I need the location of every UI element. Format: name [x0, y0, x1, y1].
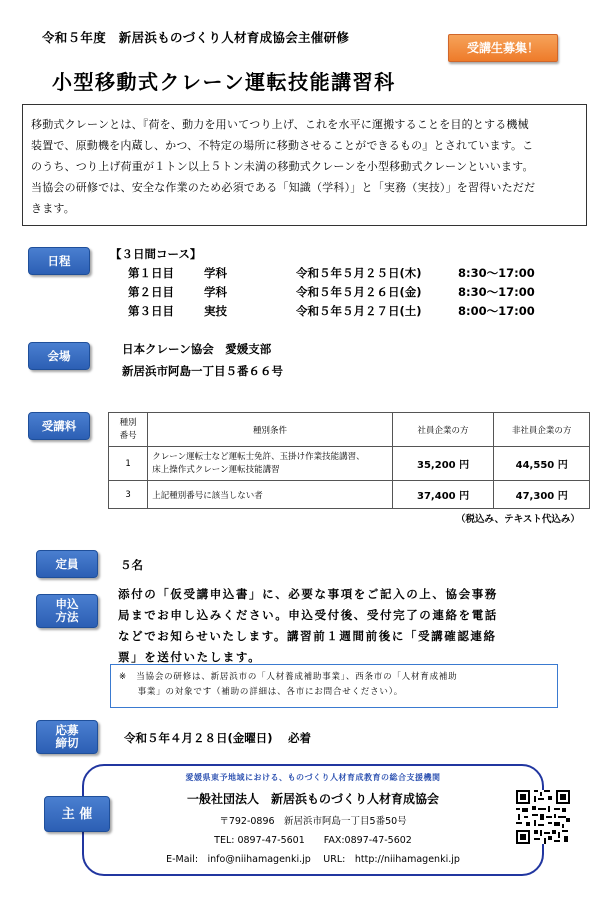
fee-row-condition	[148, 447, 393, 481]
application-label-line1: 申込	[55, 597, 79, 611]
subsidy-note	[110, 664, 558, 708]
schedule-date: 令和５年５月２５日(木)	[296, 266, 422, 280]
subsidy-note-line: ※ 当協会の研修は、新居浜市の「人材養成補助事業」、西条市の「人材育成補助	[119, 672, 458, 682]
fee-row-no: 1	[109, 447, 148, 481]
fee-row-member: 35,200 円	[392, 447, 494, 481]
capacity-value: ５名	[120, 558, 143, 572]
intro-line: 移動式クレーンとは、『荷を、動力を用いてつり上げ、これを水平に運搬することを目的とする機械	[31, 118, 529, 131]
intro-line: きます。	[31, 202, 75, 215]
fee-header-member: 社員企業の方	[392, 413, 494, 447]
venue-label: 会場	[28, 342, 90, 370]
schedule-type: 学科	[204, 285, 227, 299]
organizer-address: 〒792-0896 新居浜市阿島一丁目5番50号	[219, 816, 407, 827]
intro-line: 当協会の研修では、安全な作業のため必須である「知識（学科）」と「実務（実技）」を習得いただだ	[31, 181, 536, 194]
application-label	[36, 594, 98, 628]
venue-address: 新居浜市阿島一丁目５番６６号	[122, 364, 283, 378]
deadline-value: 令和５年４月２８日(金曜日) 必着	[124, 731, 312, 745]
table-row	[109, 481, 590, 509]
page-title: 小型移動式クレーン運転技能講習科	[52, 70, 396, 94]
fee-header-row	[109, 413, 590, 447]
application-line: 局までお申し込みください。申込受付後、受付完了の連絡を電話	[118, 608, 498, 622]
recruit-badge: 受講生募集！	[448, 34, 558, 62]
schedule-type: 実技	[204, 304, 227, 318]
fee-header-nonmember: 非社員企業の方	[494, 413, 590, 447]
schedule-day: 第１日目	[128, 266, 174, 280]
schedule-day: 第２日目	[128, 285, 174, 299]
schedule-time: 8:30〜17:00	[458, 266, 535, 280]
application-text	[118, 584, 498, 668]
fee-header-condition: 種別条件	[148, 413, 393, 447]
deadline-label	[36, 720, 98, 754]
application-line: 票」を送付いたします。	[118, 650, 262, 664]
application-line: などでお知らせいたします。講習前１週間前後に「受講確認連絡	[118, 629, 497, 643]
qr-code-icon	[516, 790, 570, 844]
fee-table	[108, 412, 590, 509]
intro-line: のうち、つり上げ荷重が１トン以上５トン未満の移動式クレーンを小型移動式クレーンといいます。	[31, 160, 534, 173]
organizer-slogan: 愛媛県東予地域における、ものづくり人材育成教育の総合支援機関	[185, 773, 441, 782]
intro-line: 装置で、原動機を内蔵し、かつ、不特定の場所に移動させることができるもの』とされています。こ	[31, 139, 534, 152]
schedule-time: 8:00〜17:00	[458, 304, 535, 318]
fee-header-no-line1: 種別	[119, 417, 137, 428]
schedule-type: 学科	[204, 266, 227, 280]
fee-note: （税込み、テキスト代込み）	[456, 514, 580, 525]
organizer-label: 主 催	[44, 796, 110, 832]
application-line: 添付の「仮受講申込書」に、必要な事項をご記入の上、協会事務	[118, 587, 498, 601]
application-label-line2: 方法	[55, 610, 79, 624]
fee-row-condition: 上記種別番号に該当しない者	[148, 481, 393, 509]
fee-header-no	[109, 413, 148, 447]
intro-box	[22, 104, 587, 226]
fee-row-nonmember: 47,300 円	[494, 481, 590, 509]
organizer-contact: E-Mail: info@niihamagenki.jp URL: http://niihamagenki.jp	[166, 854, 460, 865]
fee-row-no: 3	[109, 481, 148, 509]
organizer-line: 令和５年度 新居浜ものづくり人材育成協会主催研修	[42, 30, 350, 45]
fee-row-member: 37,400 円	[392, 481, 494, 509]
capacity-label: 定員	[36, 550, 98, 578]
organizer-name: 一般社団法人 新居浜ものづくり人材育成協会	[186, 792, 439, 806]
fee-label: 受講料	[28, 412, 90, 440]
fee-header-no-line2: 番号	[119, 430, 137, 441]
schedule-date: 令和５年５月２６日(金)	[296, 285, 422, 299]
deadline-label-line2: 締切	[55, 736, 79, 750]
schedule-date: 令和５年５月２７日(土)	[296, 304, 422, 318]
schedule-time: 8:30〜17:00	[458, 285, 535, 299]
table-row	[109, 447, 590, 481]
venue-name: 日本クレーン協会 愛媛支部	[122, 342, 272, 356]
schedule-day: 第３日目	[128, 304, 174, 318]
schedule-label: 日程	[28, 247, 90, 275]
fee-condition-line: クレーン運転士など運転士免許、玉掛け作業技能講習、	[152, 451, 365, 462]
organizer-tel: TEL: 0897-47-5601 FAX:0897-47-5602	[214, 835, 412, 846]
fee-row-nonmember: 44,550 円	[494, 447, 590, 481]
subsidy-note-line: 事業」の対象です（補助の詳細は、各市にお問合せください）。	[119, 687, 404, 697]
deadline-label-line1: 応募	[55, 723, 79, 737]
fee-condition-line: 床上操作式クレーン運転技能講習	[152, 464, 280, 475]
course-name: 【３日間コース】	[110, 247, 202, 261]
